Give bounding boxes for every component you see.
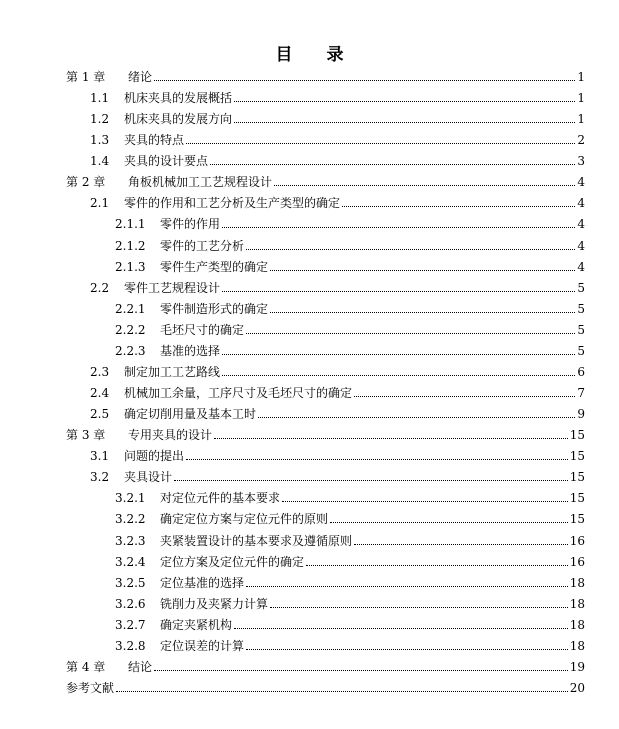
toc-entry-page-number: 5 [577,322,585,337]
toc-entry-number: 2.1.1 [115,217,146,232]
dot-leader [270,270,575,271]
dot-leader [330,522,568,523]
toc-entry-title: 确定夹紧机构 [160,617,233,632]
toc-entry-page-number: 18 [569,596,585,611]
toc-entry-number: 2.2.3 [115,343,146,358]
toc-entry-page-number: 15 [569,449,585,464]
toc-entry-title: 夹具设计 [124,470,173,485]
toc-entry-page-number: 2 [577,133,585,148]
dot-leader [186,143,575,144]
toc-entry-title: 零件的作用 [160,217,221,232]
dot-leader [210,164,575,165]
toc-entry-page-number: 15 [569,491,585,506]
page-title: 目 录 [275,45,358,65]
toc-entry-number: 2.5 [90,407,110,422]
toc-entry-title: 零件工艺规程设计 [124,280,221,295]
toc-entry[interactable] [90,190,585,210]
toc-entry[interactable] [90,443,585,463]
toc-entry-number: 3.2.5 [115,575,146,590]
dot-leader [342,206,575,207]
toc-entry[interactable] [115,591,585,611]
dot-leader [222,291,575,292]
toc-entry-title: 机床夹具的发展方向 [124,112,233,127]
toc-entry[interactable] [115,612,585,632]
toc-entry-number: 1.1 [90,91,110,106]
toc-entry-title: 定位误差的计算 [160,638,245,653]
toc-entry-title: 对定位元件的基本要求 [160,491,281,506]
toc-entry-title: 机床夹具的发展概括 [124,91,233,106]
toc-entry[interactable] [115,633,585,653]
dot-leader [258,417,575,418]
toc-entry-number: 3.2.2 [115,512,146,527]
toc-entry-number: 2.3 [90,364,110,379]
toc-entry[interactable] [90,106,585,126]
toc-entry-title: 问题的提出 [124,449,185,464]
toc-entry-number: 2.1.2 [115,238,146,253]
toc-entry-number: 第 3 章 [66,428,106,443]
dot-leader [214,438,568,439]
toc-entry-page-number: 6 [577,364,585,379]
toc-entry-number: 2.4 [90,386,110,401]
dot-leader [234,101,575,102]
toc-entry-title: 夹紧装置设计的基本要求及遵循原则 [160,533,353,548]
toc-entry[interactable] [90,85,585,105]
toc-entry-title: 结论 [128,659,153,674]
toc-entry-page-number: 15 [569,512,585,527]
toc-entry[interactable] [115,549,585,569]
toc-entry-title: 基准的选择 [160,343,221,358]
toc-entry[interactable] [115,317,585,337]
toc-entry-title: 零件的工艺分析 [160,238,245,253]
toc-entry-title: 零件生产类型的确定 [160,259,269,274]
toc-entry-page-number: 4 [577,196,585,211]
toc-entry-page-number: 1 [577,112,585,127]
dot-leader [186,459,568,460]
toc-entry-number: 3.2.6 [115,596,146,611]
toc-entry-number: 3.2.7 [115,617,146,632]
dot-leader [354,544,568,545]
toc-entry[interactable] [115,233,585,253]
toc-entry[interactable] [90,464,585,484]
toc-entry-title: 定位方案及定位元件的确定 [160,554,305,569]
toc-entry-page-number: 4 [577,238,585,253]
toc-entry[interactable] [115,506,585,526]
toc-entry[interactable] [66,64,585,84]
toc-entry[interactable] [115,485,585,505]
toc-entry-number: 2.2.1 [115,301,146,316]
dot-leader [222,354,575,355]
toc-entry-page-number: 5 [577,343,585,358]
toc-entry-title: 确定切削用量及基本工时 [124,407,257,422]
toc-entry-number: 第 1 章 [66,70,106,84]
toc-entry[interactable] [66,675,585,695]
toc-entry-title: 角板机械加工工艺规程设计 [128,175,273,190]
toc-entry[interactable] [115,570,585,590]
toc-entry[interactable] [115,254,585,274]
dot-leader [222,375,575,376]
toc-entry-number: 3.2.1 [115,491,146,506]
toc-entry-title: 参考文献 [66,681,115,696]
dot-leader [306,565,568,566]
dot-leader [116,691,568,692]
toc-entry-number: 3.2 [90,470,110,485]
toc-entry-number: 第 2 章 [66,175,106,190]
toc-entry-page-number: 20 [569,681,585,696]
toc-entry-page-number: 1 [577,91,585,106]
toc-entry[interactable] [115,211,585,231]
toc-entry-page-number: 3 [577,154,585,169]
dot-leader [234,628,568,629]
toc-entry-number: 1.3 [90,133,110,148]
toc-entry-page-number: 4 [577,175,585,190]
toc-entry-page-number: 18 [569,638,585,653]
toc-entry[interactable] [115,528,585,548]
toc-entry-page-number: 9 [577,407,585,422]
toc-entry-page-number: 4 [577,259,585,274]
toc-entry[interactable] [90,359,585,379]
toc-entry-title: 夹具的特点 [124,133,185,148]
toc-entry-number: 3.1 [90,449,110,464]
dot-leader [246,586,568,587]
toc-entry-title: 夹具的设计要点 [124,154,209,169]
toc-entry-title: 机械加工余量，工序尺寸及毛坯尺寸的确定 [124,386,353,401]
dot-leader [154,80,575,81]
toc-entry-title: 定位基准的选择 [160,575,245,590]
toc-entry-number: 3.2.3 [115,533,146,548]
toc-entry-page-number: 7 [577,386,585,401]
toc-entry[interactable] [66,422,585,442]
dot-leader [270,607,568,608]
toc-entry-title: 绪论 [128,70,153,84]
dot-leader [282,501,568,502]
toc-entry-number: 第 4 章 [66,659,106,674]
toc-entry-number: 2.2.2 [115,322,146,337]
toc-entry-number: 3.2.8 [115,638,146,653]
toc-entry-page-number: 18 [569,575,585,590]
dot-leader [174,480,568,481]
toc-entry[interactable] [90,148,585,168]
toc-entry-page-number: 4 [577,217,585,232]
toc-entry-page-number: 18 [569,617,585,632]
toc-entry-title: 制定加工工艺路线 [124,364,221,379]
dot-leader [154,670,568,671]
toc-entry-page-number: 15 [569,470,585,485]
toc-entry-title: 专用夹具的设计 [128,428,213,443]
dot-leader [246,649,568,650]
toc-entry-page-number: 16 [569,533,585,548]
toc-entry[interactable] [90,401,585,421]
toc-entry-page-number: 5 [577,280,585,295]
toc-entry[interactable] [90,275,585,295]
toc-entry-number: 2.2 [90,280,110,295]
toc-entry-number: 1.2 [90,112,110,127]
toc-entry[interactable] [90,127,585,147]
toc-entry[interactable] [115,338,585,358]
toc-entry[interactable] [66,169,585,189]
toc-entry-title: 毛坯尺寸的确定 [160,322,245,337]
toc-entry-page-number: 19 [569,659,585,674]
toc-entry-number: 3.2.4 [115,554,146,569]
toc-entry-page-number: 1 [577,70,585,84]
toc-entry-title: 铣削力及夹紧力计算 [160,596,269,611]
toc-entry-number: 1.4 [90,154,110,169]
dot-leader [246,249,575,250]
dot-leader [246,333,575,334]
toc-entry-title: 零件制造形式的确定 [160,301,269,316]
toc-entry[interactable] [66,654,585,674]
toc-entry-page-number: 5 [577,301,585,316]
dot-leader [274,185,575,186]
dot-leader [234,122,575,123]
dot-leader [354,396,575,397]
toc-entry-number: 2.1.3 [115,259,146,274]
toc-entry[interactable] [115,296,585,316]
dot-leader [270,312,575,313]
toc-entry-number: 2.1 [90,196,110,211]
toc-entry-page-number: 16 [569,554,585,569]
toc-entry-title: 确定定位方案与定位元件的原则 [160,512,329,527]
dot-leader [222,227,575,228]
toc-entry[interactable] [90,380,585,400]
toc-entry-title: 零件的作用和工艺分析及生产类型的确定 [124,196,341,211]
toc-entry-page-number: 15 [569,428,585,443]
